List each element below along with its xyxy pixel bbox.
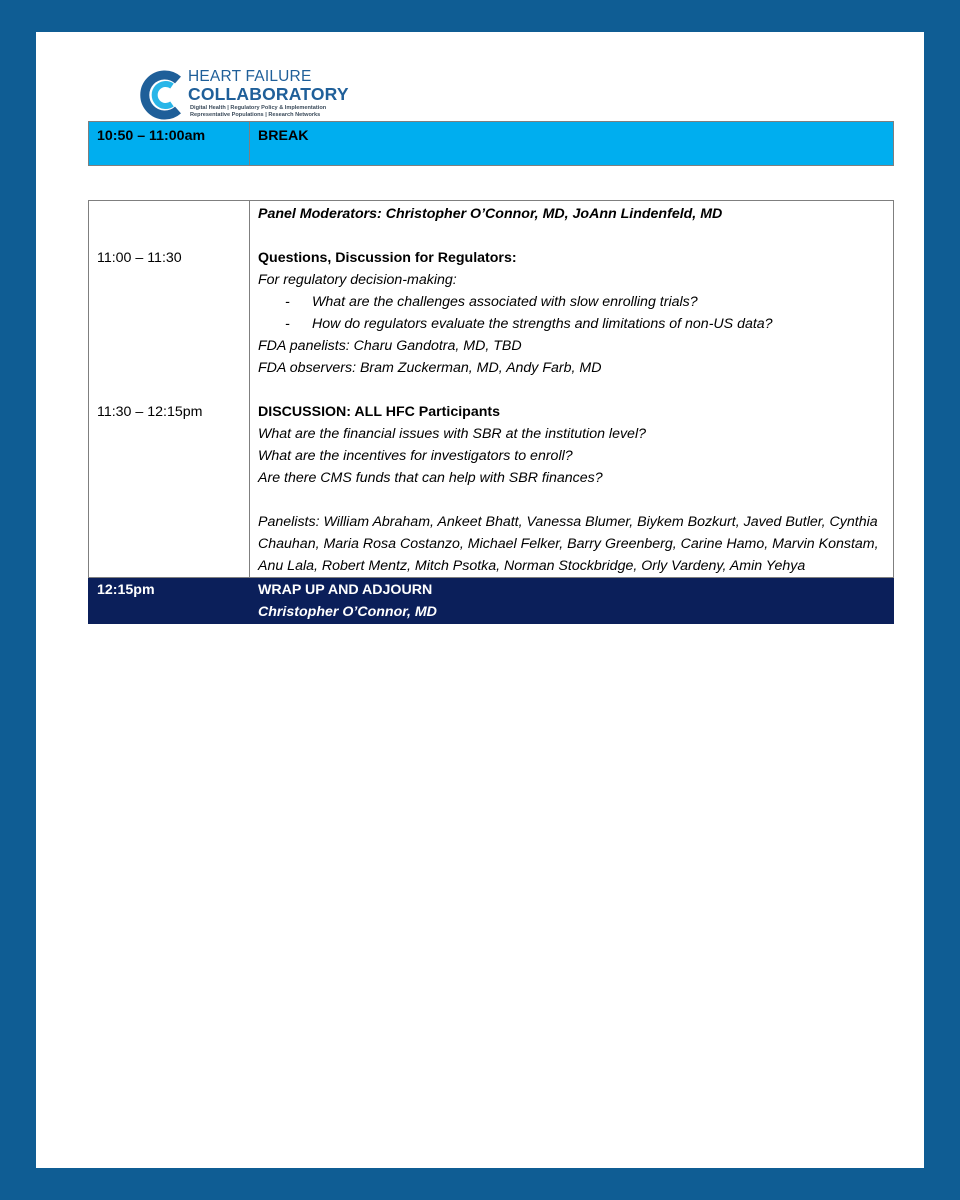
block1-intro: For regulatory decision-making: — [258, 272, 457, 288]
block2-question: What are the incentives for investigators to enroll? — [258, 448, 573, 464]
fda-observers: FDA observers: Bram Zuckerman, MD, Andy Farb, MD — [258, 360, 602, 376]
block1-bullet: - What are the challenges associated with slow enrolling trials? — [285, 294, 698, 310]
fda-panelists: FDA panelists: Charu Gandotra, MD, TBD — [258, 338, 522, 354]
panel-moderators: Panel Moderators: Christopher O’Connor, MD, JoAnn Lindenfeld, MD — [258, 206, 723, 222]
block2-question: What are the financial issues with SBR at the institution level? — [258, 426, 646, 442]
block2-heading: DISCUSSION: ALL HFC Participants — [258, 404, 501, 420]
block1-time: 11:00 – 11:30 — [97, 250, 182, 266]
block1-heading: Questions, Discussion for Regulators: — [258, 250, 517, 266]
block2-time: 11:30 – 12:15pm — [97, 404, 203, 420]
hfc-logo — [136, 66, 356, 124]
logo-title-line1: HEART FAILURE — [188, 68, 312, 85]
block2-question: Are there CMS funds that can help with SBR finances? — [258, 470, 603, 486]
logo-tagline-2: Representative Populations | Research Networks — [190, 112, 321, 118]
wrap-speaker: Christopher O’Connor, MD — [258, 604, 437, 620]
block1-bullet: - How do regulators evaluate the strengths and limitations of non-US data? — [285, 316, 773, 332]
break-row — [89, 122, 894, 166]
wrap-row — [89, 578, 894, 624]
break-time: 10:50 – 11:00am — [89, 122, 250, 166]
break-table — [88, 121, 894, 166]
wrap-label: WRAP UP AND ADJOURN — [258, 582, 433, 598]
logo-tagline-1: Digital Health | Regulatory Policy & Implementation — [190, 105, 327, 111]
panelists-list: Panelists: William Abraham, Ankeet Bhatt, Vanessa Blumer, Biykem Bozkurt, Javed Butler, Cynthia Chauhan, Maria Rosa Costanzo, Michael Felker, Barry Greenberg, Carine Hamo, Marvin Konstam, Anu Lala, Robert Mentz, Mitch Psotka, Norman Stockbridge, Orly Vardeny, Amin Yehya — [258, 514, 879, 574]
break-label: BREAK — [250, 122, 894, 166]
logo-title-line2: COLLABORATORY — [188, 84, 349, 104]
wrap-time: 12:15pm — [89, 578, 250, 624]
agenda-page — [36, 32, 924, 1168]
session-times — [89, 201, 250, 578]
session-table — [88, 200, 894, 624]
session-row — [89, 201, 894, 578]
session-details — [250, 201, 894, 578]
collaboratory-c-logo-icon — [136, 66, 188, 124]
wrap-details — [250, 578, 894, 624]
